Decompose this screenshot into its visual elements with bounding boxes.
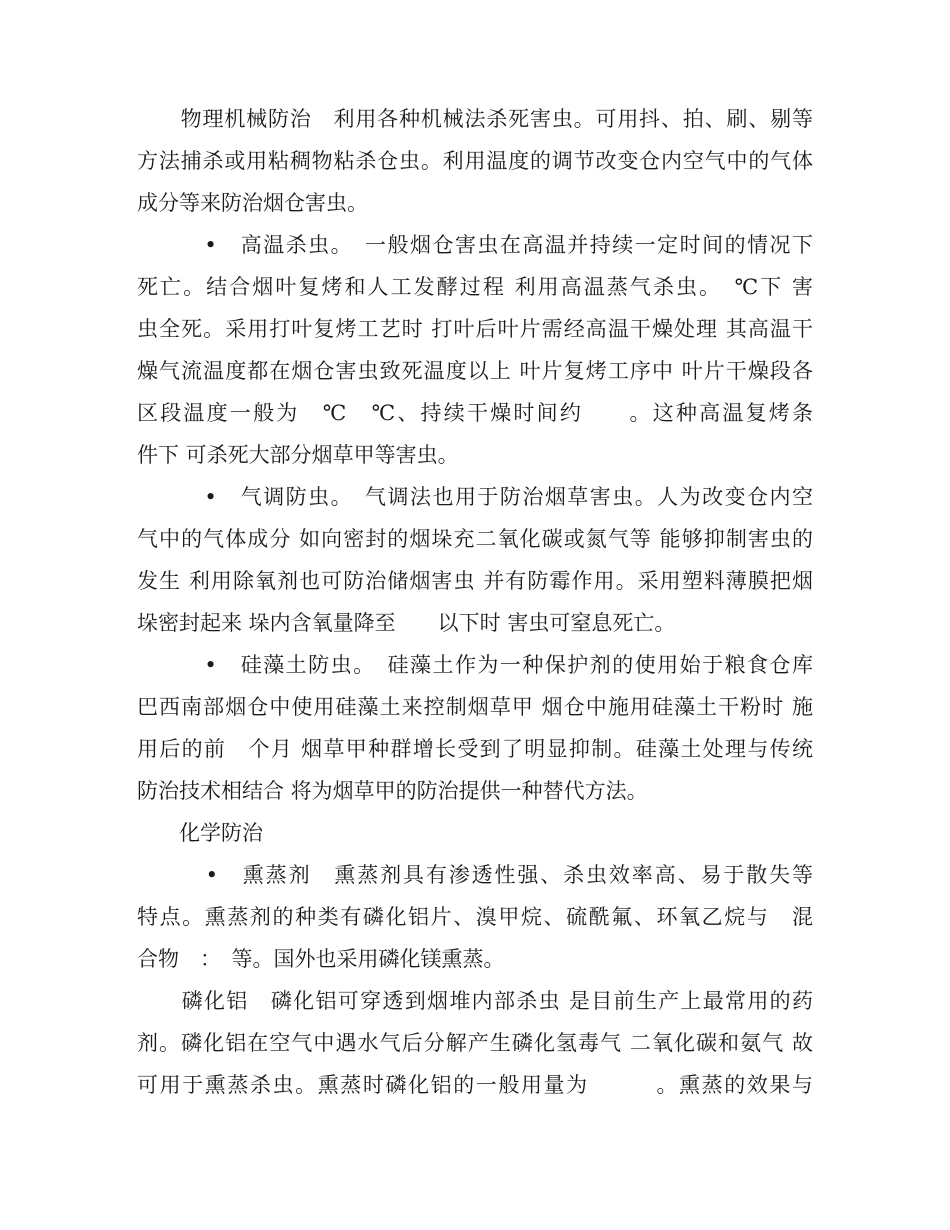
text-line: 合物 ： 等。国外也采用磷化镁熏蒸。	[137, 947, 505, 971]
text-line: 磷化铝 磷化铝可穿透到烟堆内部杀虫 是目前生产上最常用的药	[137, 989, 813, 1013]
bullet-item: • 熏蒸剂 熏蒸剂具有渗透性强、杀虫效率高、易于散失等	[137, 863, 813, 887]
text-line: 用后的前 个月 烟草甲种群增长受到了明显抑制。硅藻土处理与传统	[137, 737, 813, 761]
text-line: 燥气流温度都在烟仓害虫致死温度以上 叶片复烤工序中 叶片干燥段各	[137, 359, 813, 383]
text-line: 方法捕杀或用粘稠物粘杀仓虫。利用温度的调节改变仓内空气中的气体	[137, 149, 813, 173]
text-line: 气中的气体成分 如向密封的烟垛充二氧化碳或氮气等 能够抑制害虫的	[137, 527, 813, 551]
text-line: 垛密封起来 垛内含氧量降至 以下时 害虫可窒息死亡。	[137, 611, 676, 635]
text-line: 可用于熏蒸杀虫。熏蒸时磷化铝的一般用量为 。熏蒸的效果与	[137, 1073, 813, 1097]
text-line: 件下 可杀死大部分烟草甲等害虫。	[137, 443, 459, 467]
text-line: 发生 利用除氧剂也可防治储烟害虫 并有防霉作用。采用塑料薄膜把烟	[137, 569, 813, 593]
text-line: 成分等来防治烟仓害虫。	[137, 191, 368, 215]
text-line: 剂。磷化铝在空气中遇水气后分解产生磷化氢毒气 二氧化碳和氨气 故	[137, 1031, 813, 1055]
text-line: 虫全死。采用打叶复烤工艺时 打叶后叶片需经高温干燥处理 其高温干	[137, 317, 813, 341]
text-line: 防治技术相结合 将为烟草甲的防治提供一种替代方法。	[137, 779, 648, 803]
text-line: 区段温度一般为 ℃ ℃、持续干燥时间约 。这种高温复烤条	[137, 401, 813, 425]
bullet-item: • 气调防虫。 气调法也用于防治烟草害虫。人为改变仓内空	[137, 485, 813, 509]
section-heading: 化学防治	[137, 821, 263, 845]
text-line: 物理机械防治 利用各种机械法杀死害虫。可用抖、拍、刷、剔等	[137, 107, 813, 131]
bullet-item: • 高温杀虫。 一般烟仓害虫在高温并持续一定时间的情况下	[137, 233, 813, 257]
text-line: 特点。熏蒸剂的种类有磷化铝片、溴甲烷、硫酰氟、环氧乙烷与 混	[137, 905, 813, 929]
text-line: 死亡。结合烟叶复烤和人工发酵过程 利用高温蒸气杀虫。 ℃下 害	[137, 275, 813, 299]
bullet-item: • 硅藻土防虫。 硅藻土作为一种保护剂的使用始于粮食仓库	[137, 653, 813, 677]
text-line: 巴西南部烟仓中使用硅藻土来控制烟草甲 烟仓中施用硅藻土干粉时 施	[137, 695, 813, 719]
